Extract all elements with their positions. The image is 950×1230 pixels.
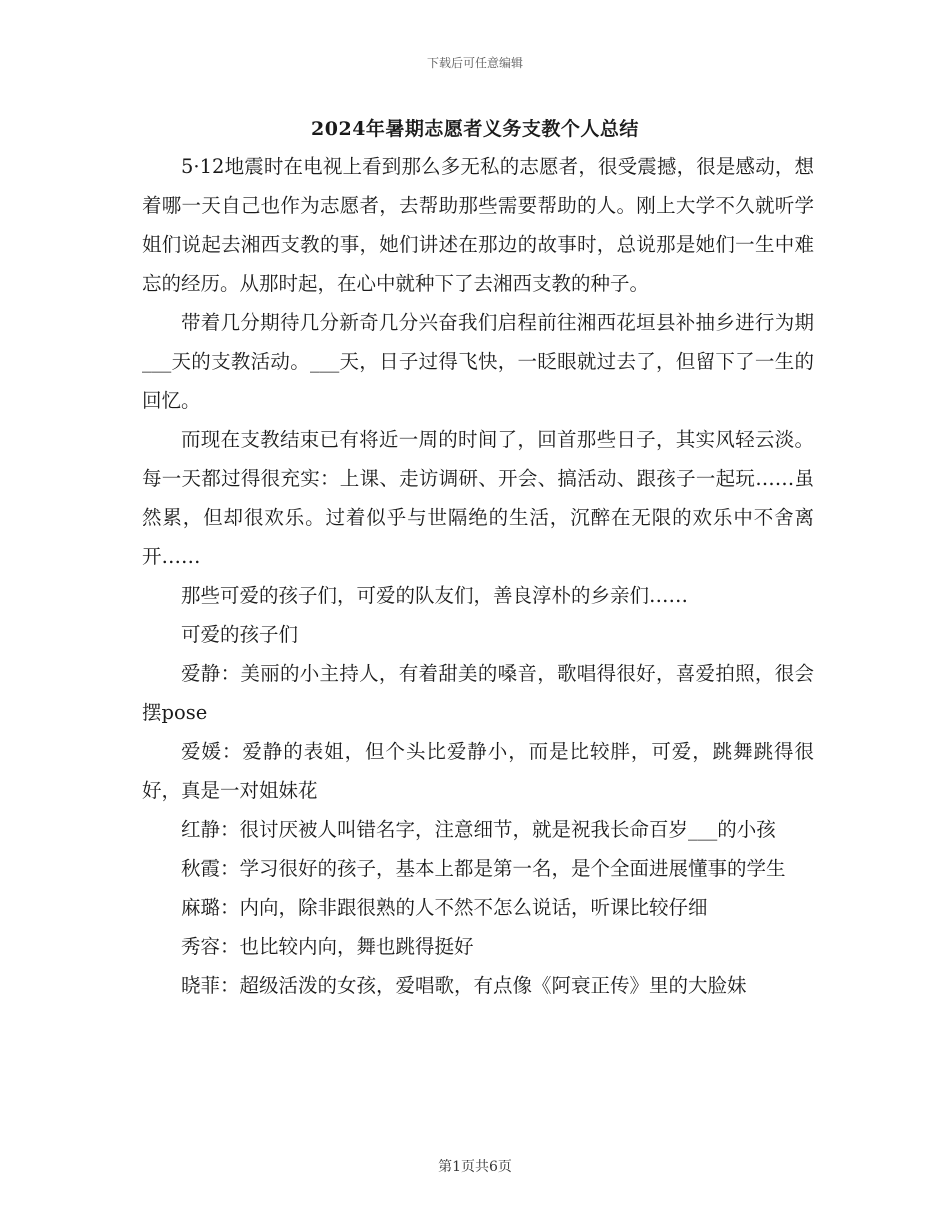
paragraph-departure: 带着几分期待几分新奇几分兴奋我们启程前往湘西花垣县补抽乡进行为期___天的支教活动。___天，日子过得飞快，一眨眼就过去了，但留下了一生的回忆。	[142, 311, 814, 412]
paragraph-people: 那些可爱的孩子们，可爱的队友们，善良淳朴的乡亲们……	[181, 584, 689, 607]
child-entry-aiyuan: 爱媛：爱静的表姐，但个头比爱静小，而是比较胖，可爱，跳舞跳得很好，真是一对姐妹花	[142, 740, 814, 802]
document-title: 2024年暑期志愿者义务支教个人总结	[311, 118, 639, 140]
document-body	[142, 147, 814, 1005]
child-entry-aijing: 爱静：美丽的小主持人，有着甜美的嗓音，歌唱得很好，喜爱拍照，很会摆pose	[142, 662, 814, 724]
section-heading-children: 可爱的孩子们	[181, 623, 299, 646]
page-indicator: 第1页共6页	[438, 1159, 512, 1175]
child-entry-xiurong: 秀容：也比较内向，舞也跳得挺好	[181, 935, 474, 958]
child-entry-qiuxia: 秋霞：学习很好的孩子，基本上都是第一名，是个全面进展懂事的学生	[181, 857, 786, 880]
child-entry-hongjing: 红静：很讨厌被人叫错名字，注意细节，就是祝我长命百岁___的小孩	[181, 818, 776, 841]
paragraph-reflection: 而现在支教结束已有将近一周的时间了，回首那些日子，其实风轻云淡。每一天都过得很充实：上课、走访调研、开会、搞活动、跟孩子一起玩……虽然累，但却很欢乐。过着似乎与世隔绝的生活，沉醉在无限的欢乐中不舍离开……	[142, 428, 814, 568]
paragraph-earthquake-intro: 5·12地震时在电视上看到那么多无私的志愿者，很受震撼，很是感动，想着哪一天自己也作为志愿者，去帮助那些需要帮助的人。刚上大学不久就听学姐们说起去湘西支教的事，她们讲述在那边的故事时，总说那是她们一生中难忘的经历。从那时起，在心中就种下了去湘西支教的种子。	[142, 155, 814, 295]
child-entry-malu: 麻璐：内向，除非跟很熟的人不然不怎么说话，听课比较仔细	[181, 896, 708, 919]
header-note: 下载后可任意编辑	[426, 56, 523, 70]
child-entry-xiaofei: 晓菲：超级活泼的女孩，爱唱歌，有点像《阿衰正传》里的大脸妹	[181, 974, 747, 997]
